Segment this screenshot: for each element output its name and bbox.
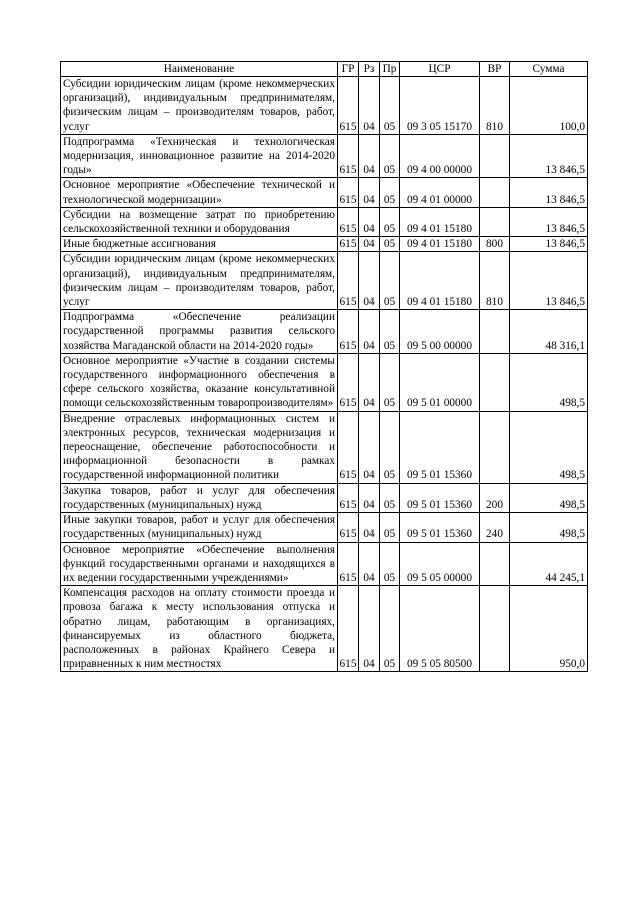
cell-name: Закупка товаров, работ и услуг для обеспечения государственных (муниципальных) нужд [61, 483, 338, 512]
header-rz: Рз [359, 62, 380, 77]
cell-pr: 05 [380, 77, 400, 135]
cell-pr: 05 [380, 237, 400, 252]
cell-rz: 04 [359, 542, 380, 586]
table-row [61, 134, 588, 178]
cell-sum: 13 846,5 [510, 134, 588, 178]
cell-csr: 09 5 00 00000 [400, 310, 480, 354]
cell-sum: 13 846,5 [510, 178, 588, 207]
cell-gr: 615 [338, 178, 359, 207]
cell-rz: 04 [359, 483, 380, 512]
cell-rz: 04 [359, 207, 380, 236]
cell-rz: 04 [359, 353, 380, 411]
cell-pr: 05 [380, 178, 400, 207]
cell-vr [480, 178, 510, 207]
header-csr: ЦСР [400, 62, 480, 77]
cell-sum: 498,5 [510, 353, 588, 411]
budget-table [60, 61, 588, 672]
cell-vr [480, 411, 510, 483]
cell-csr: 09 4 01 15180 [400, 237, 480, 252]
cell-gr: 615 [338, 542, 359, 586]
cell-pr: 05 [380, 586, 400, 672]
cell-pr: 05 [380, 310, 400, 354]
cell-csr: 09 5 01 15360 [400, 513, 480, 542]
cell-sum: 13 846,5 [510, 252, 588, 310]
cell-rz: 04 [359, 411, 380, 483]
cell-csr: 09 4 01 15180 [400, 207, 480, 236]
cell-pr: 05 [380, 134, 400, 178]
cell-pr: 05 [380, 542, 400, 586]
cell-csr: 09 5 05 00000 [400, 542, 480, 586]
cell-sum: 950,0 [510, 586, 588, 672]
cell-name: Иные бюджетные ассигнования [61, 237, 338, 252]
cell-csr: 09 5 05 80500 [400, 586, 480, 672]
cell-vr [480, 310, 510, 354]
table-row [61, 207, 588, 236]
cell-gr: 615 [338, 237, 359, 252]
cell-pr: 05 [380, 353, 400, 411]
table-row [61, 77, 588, 135]
cell-gr: 615 [338, 353, 359, 411]
cell-sum: 13 846,5 [510, 237, 588, 252]
table-row [61, 483, 588, 512]
cell-name: Субсидии юридическим лицам (кроме некоммерческих организаций), индивидуальным предпринимателям, физическим лицам – производителям товаров, работ, услуг [61, 252, 338, 310]
table-header-row [61, 62, 588, 77]
cell-sum: 498,5 [510, 513, 588, 542]
cell-csr: 09 4 01 00000 [400, 178, 480, 207]
table-row [61, 353, 588, 411]
header-pr: Пр [380, 62, 400, 77]
cell-csr: 09 5 01 00000 [400, 353, 480, 411]
cell-gr: 615 [338, 483, 359, 512]
cell-gr: 615 [338, 586, 359, 672]
cell-sum: 100,0 [510, 77, 588, 135]
cell-name: Подпрограмма «Обеспечение реализации государственной программы развития сельского хозяйства Магаданской области на 2014-2020 годы» [61, 310, 338, 354]
table-row [61, 542, 588, 586]
cell-vr [480, 134, 510, 178]
header-vr: ВР [480, 62, 510, 77]
cell-sum: 498,5 [510, 411, 588, 483]
header-gr: ГР [338, 62, 359, 77]
cell-vr [480, 207, 510, 236]
cell-rz: 04 [359, 134, 380, 178]
cell-name: Иные закупки товаров, работ и услуг для обеспечения государственных (муниципальных) нужд [61, 513, 338, 542]
cell-sum: 48 316,1 [510, 310, 588, 354]
cell-rz: 04 [359, 77, 380, 135]
cell-vr: 810 [480, 252, 510, 310]
cell-vr: 240 [480, 513, 510, 542]
cell-gr: 615 [338, 411, 359, 483]
cell-pr: 05 [380, 483, 400, 512]
cell-gr: 615 [338, 310, 359, 354]
cell-sum: 13 846,5 [510, 207, 588, 236]
cell-rz: 04 [359, 178, 380, 207]
table-row [61, 586, 588, 672]
table-row [61, 513, 588, 542]
cell-csr: 09 5 01 15360 [400, 483, 480, 512]
cell-pr: 05 [380, 411, 400, 483]
cell-pr: 05 [380, 513, 400, 542]
cell-vr [480, 542, 510, 586]
cell-sum: 498,5 [510, 483, 588, 512]
cell-sum: 44 245,1 [510, 542, 588, 586]
header-name: Наименование [61, 62, 338, 77]
cell-gr: 615 [338, 77, 359, 135]
cell-name: Компенсация расходов на оплату стоимости проезда и провоза багажа к месту использования отпуска и обратно лицам, работающим в организациях, финансируемых из областного бюджета, расположенных в районах Крайнего Севера и приравненных к ним местностях [61, 586, 338, 672]
cell-csr: 09 5 01 15360 [400, 411, 480, 483]
cell-name: Основное мероприятие «Обеспечение технической и технологической модернизации» [61, 178, 338, 207]
cell-vr: 200 [480, 483, 510, 512]
cell-gr: 615 [338, 207, 359, 236]
cell-gr: 615 [338, 252, 359, 310]
table-row [61, 178, 588, 207]
cell-rz: 04 [359, 252, 380, 310]
cell-csr: 09 4 00 00000 [400, 134, 480, 178]
cell-csr: 09 3 05 15170 [400, 77, 480, 135]
cell-rz: 04 [359, 513, 380, 542]
table-row [61, 237, 588, 252]
cell-pr: 05 [380, 207, 400, 236]
table-row [61, 411, 588, 483]
cell-rz: 04 [359, 310, 380, 354]
table-row [61, 310, 588, 354]
cell-vr [480, 586, 510, 672]
cell-name: Внедрение отраслевых информационных систем и электронных ресурсов, техническая модернизация и переоснащение, обеспечение работоспособности и информационной безопасности в рамках государственной информационной политики [61, 411, 338, 483]
cell-vr: 800 [480, 237, 510, 252]
cell-name: Субсидии юридическим лицам (кроме некоммерческих организаций), индивидуальным предпринимателям, физическим лицам – производителям товаров, работ, услуг [61, 77, 338, 135]
cell-csr: 09 4 01 15180 [400, 252, 480, 310]
cell-name: Подпрограмма «Техническая и технологическая модернизация, инновационное развитие на 2014-2020 годы» [61, 134, 338, 178]
header-sum: Сумма [510, 62, 588, 77]
cell-rz: 04 [359, 586, 380, 672]
cell-name: Основное мероприятие «Обеспечение выполнения функций государственными органами и находящихся в их ведении государственными учреждениями» [61, 542, 338, 586]
cell-name: Основное мероприятие «Участие в создании системы государственного информационного обеспечения в сфере сельского хозяйства, оказание консультативной помощи сельскохозяйственным товаропроизводителям» [61, 353, 338, 411]
cell-vr [480, 353, 510, 411]
cell-vr: 810 [480, 77, 510, 135]
cell-gr: 615 [338, 134, 359, 178]
cell-rz: 04 [359, 237, 380, 252]
cell-name: Субсидии на возмещение затрат по приобретению сельскохозяйственной техники и оборудования [61, 207, 338, 236]
cell-gr: 615 [338, 513, 359, 542]
table-row [61, 252, 588, 310]
cell-pr: 05 [380, 252, 400, 310]
